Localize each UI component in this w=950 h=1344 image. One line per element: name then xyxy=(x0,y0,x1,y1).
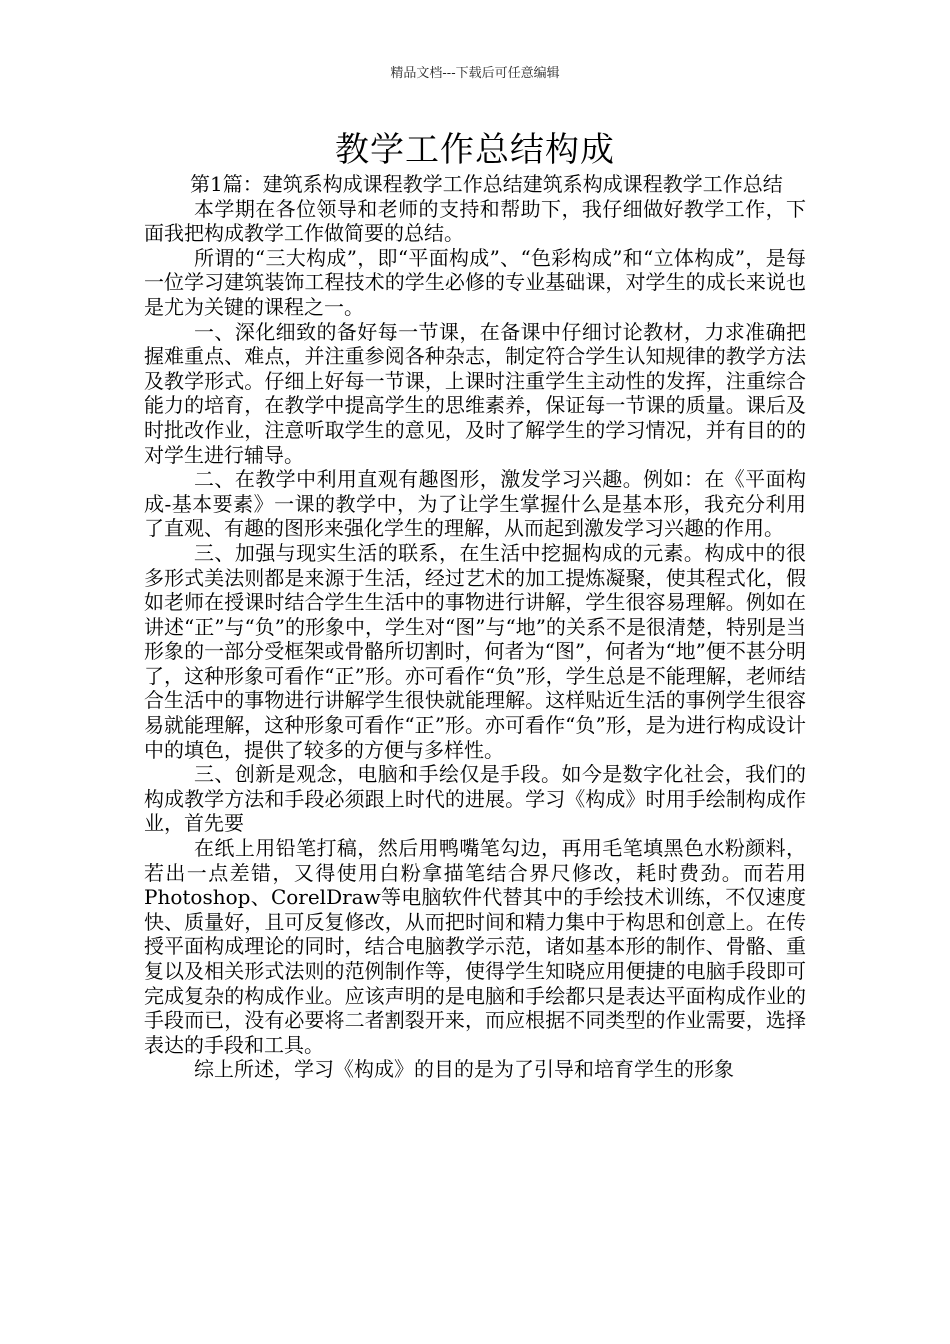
document-body xyxy=(144,172,806,1082)
header-note: 精品文档---下载后可任意编辑 xyxy=(390,66,560,81)
paragraph: 三、创新是观念，电脑和手绘仅是手段。如今是数字化社会，我们的构成教学方法和手段必须跟上时代的进展。学习《构成》时用手绘制构成作业，首先要 xyxy=(144,762,806,836)
paragraph: 一、深化细致的备好每一节课，在备课中仔细讨论教材，力求准确把握难重点、难点，并注重参阅各种杂志，制定符合学生认知规律的教学方法及教学形式。仔细上好每一节课，上课时注重学生主动性的发挥，注重综合能力的培育，在教学中提高学生的思维素养，保证每一节课的质量。课后及时批改作业，注意听取学生的意见，及时了解学生的学习情况，并有目的的对学生进行辅导。 xyxy=(144,319,806,467)
paragraph: 二、在教学中利用直观有趣图形，激发学习兴趣。例如：在《平面构成-基本要素》一课的教学中，为了让学生掌握什么是基本形，我充分利用了直观、有趣的图形来强化学生的理解，从而起到激发学习兴趣的作用。 xyxy=(144,467,806,541)
paragraph: 本学期在各位领导和老师的支持和帮助下，我仔细做好教学工作，下面我把构成教学工作做简要的总结。 xyxy=(144,196,806,246)
paragraph: 三、加强与现实生活的联系，在生活中挖掘构成的元素。构成中的很多形式美法则都是来源于生活，经过艺术的加工提炼凝聚，使其程式化，假如老师在授课时结合学生生活中的事物进行讲解，学生很容易理解。例如在讲述“正”与“负”的形象中，学生对“图”与“地”的关系不是很清楚，特别是当形象的一部分受框架或骨骼所切割时，何者为“图”，何者为“地”便不甚分明了，这种形象可看作“正”形。亦可看作“负”形，学生总是不能理解，老师结合生活中的事物进行讲解学生很快就能理解。这样贴近生活的事例学生很容易就能理解，这种形象可看作“正”形。亦可看作“负”形，是为进行构成设计中的填色，提供了较多的方便与多样性。 xyxy=(144,540,806,762)
paragraph: 在纸上用铅笔打稿，然后用鸭嘴笔勾边，再用毛笔填黑色水粉颜料，若出一点差错，又得使用白粉拿描笔结合界尺修改，耗时费劲。而若用Photoshop、CorelDraw等电脑软件代替其中的手绘技术训练，不仅速度快、质量好，且可反复修改，从而把时间和精力集中于构思和创意上。在传授平面构成理论的同时，结合电脑教学示范，诸如基本形的制作、骨骼、重复以及相关形式法则的范例制作等，使得学生知晓应用便捷的电脑手段即可完成复杂的构成作业。应该声明的是电脑和手绘都只是表达平面构成作业的手段而已，没有必要将二者割裂开来，而应根据不同类型的作业需要，选择表达的手段和工具。 xyxy=(144,836,806,1057)
document-title: 教学工作总结构成 xyxy=(335,130,615,170)
paragraph: 综上所述，学习《构成》的目的是为了引导和培育学生的形象 xyxy=(194,1057,734,1082)
section-heading: 第1篇：建筑系构成课程教学工作总结建筑系构成课程教学工作总结 xyxy=(190,172,783,196)
paragraph: 所谓的“三大构成”，即“平面构成”、“色彩构成”和“立体构成”，是每一位学习建筑装饰工程技术的学生必修的专业基础课，对学生的成长来说也是尤为关键的课程之一。 xyxy=(144,245,806,319)
